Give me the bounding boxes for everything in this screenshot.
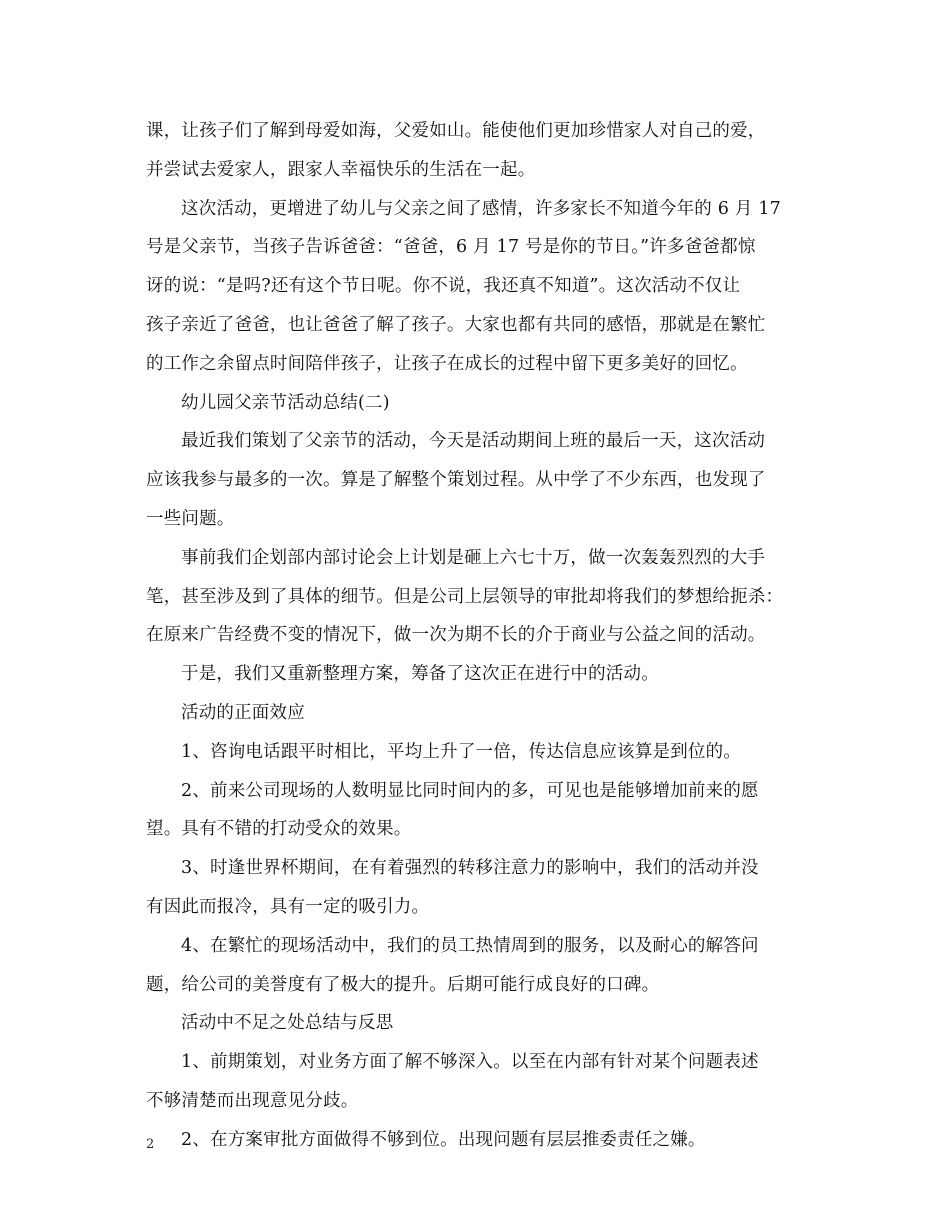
section-heading: 活动的正面效应 <box>181 702 305 723</box>
text-line: 这次活动，更增进了幼儿与父亲之间了感情，许多家长不知道今年的 6 月 17 <box>181 198 781 219</box>
text-line: 不够清楚而出现意见分歧。 <box>146 1090 359 1111</box>
text-line: 并尝试去爱家人，跟家人幸福快乐的生活在一起。 <box>146 159 536 180</box>
list-item: 1、咨询电话跟平时相比，平均上升了一倍，传达信息应该算是到位的。 <box>181 741 742 762</box>
text-line: 课，让孩子们了解到母爱如海，父爱如山。能使他们更加珍惜家人对自己的爱， <box>146 121 766 141</box>
text-line: 有因此而报冷，具有一定的吸引力。 <box>146 896 430 917</box>
list-item: 3、时逢世界杯期间，在有着强烈的转移注意力的影响中，我们的活动并没 <box>181 858 759 879</box>
text-line: 在原来广告经费不变的情况下，做一次为期不长的介于商业与公益之间的活动。 <box>146 625 766 646</box>
text-line: 望。具有不错的打动受众的效果。 <box>146 819 412 840</box>
text-line: 笔，甚至涉及到了具体的细节。但是公司上层领导的审批却将我们的梦想给扼杀： <box>146 586 784 607</box>
text-line: 最近我们策划了父亲节的活动，今天是活动期间上班的最后一天，这次活动 <box>181 431 766 452</box>
text-line: 题，给公司的美誉度有了极大的提升。后期可能行成良好的口碑。 <box>146 974 660 995</box>
text-line: 事前我们企划部内部讨论会上计划是砸上六七十万，做一次轰轰烈烈的大手 <box>181 547 766 568</box>
text-line: 的工作之余留点时间陪伴孩子，让孩子在成长的过程中留下更多美好的回忆。 <box>146 353 748 374</box>
document-body <box>146 112 808 1160</box>
text-line: 于是，我们又重新整理方案，筹备了这次正在进行中的活动。 <box>181 664 659 685</box>
list-item: 2、在方案审批方面做得不够到位。出现问题有层层推委责任之嫌。 <box>181 1129 706 1150</box>
text-line: 一些问题。 <box>146 508 235 529</box>
list-item: 4、在繁忙的现场活动中，我们的员工热情周到的服务，以及耐心的解答问 <box>181 935 759 956</box>
text-line: 孩子亲近了爸爸，也让爸爸了解了孩子。大家也都有共同的感悟，那就是在繁忙 <box>146 314 766 335</box>
text-line: 号是父亲节，当孩子告诉爸爸：“爸爸，6 月 17 号是你的节日。”许多爸爸都惊 <box>146 237 756 258</box>
section-heading: 幼儿园父亲节活动总结(二) <box>181 392 390 413</box>
page-number: 2 <box>146 1137 155 1152</box>
text-line: 应该我参与最多的一次。算是了解整个策划过程。从中学了不少东西，也发现了 <box>146 470 766 491</box>
text-line: 讶的说：“是吗?还有这个节日呢。你不说，我还真不知道”。这次活动不仅让 <box>146 276 741 297</box>
list-item: 2、前来公司现场的人数明显比同时间内的多，可见也是能够增加前来的愿 <box>181 780 759 801</box>
section-heading: 活动中不足之处总结与反思 <box>181 1013 394 1034</box>
list-item: 1、前期策划，对业务方面了解不够深入。以至在内部有针对某个问题表述 <box>181 1052 759 1073</box>
